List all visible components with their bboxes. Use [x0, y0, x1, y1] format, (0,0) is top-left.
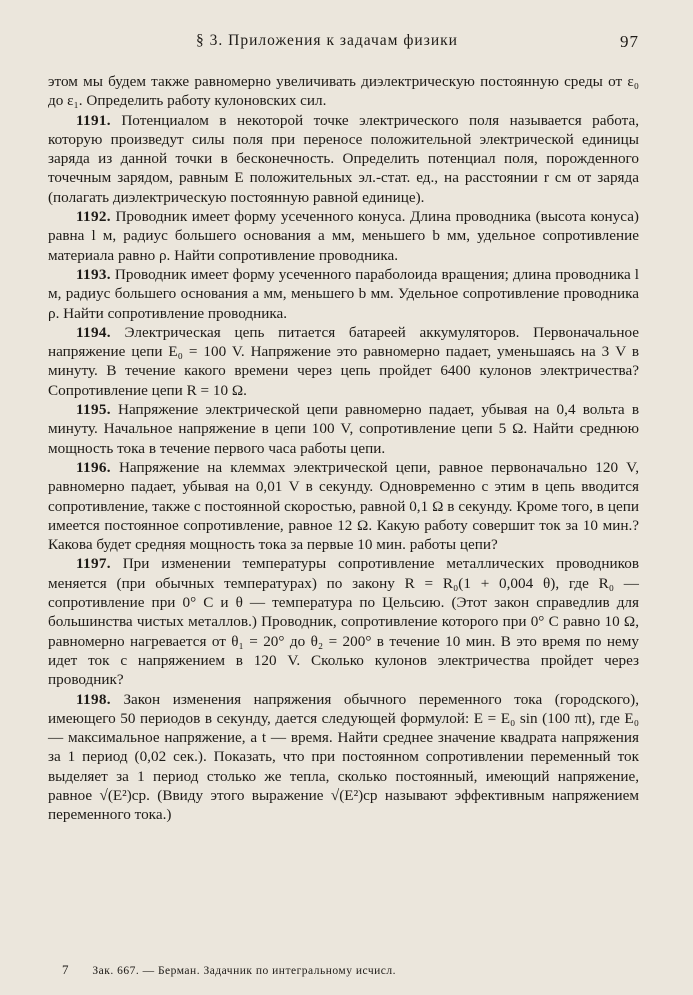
problem-number: 1198. [76, 690, 111, 708]
problem-number: 1193. [76, 265, 111, 283]
problem-1193 [48, 265, 639, 323]
problem-number: 1195. [76, 401, 111, 419]
problem-1196 [48, 458, 639, 554]
page-number: 97 [620, 32, 639, 51]
problem-number: 1196. [76, 458, 111, 476]
paragraph-text: этом мы будем также равномерно увеличивать диэлектрическую постоянную среды от ε₀ до ε₁. Определить работу кулоновских сил. [48, 73, 639, 110]
problem-number: 1191. [76, 111, 111, 129]
problem-text: Электрическая цепь питается батареей аккумуляторов. Первоначальное напряжение цепи E₀ = 100 V. Напряжение это равномерно падает, уменьшаясь на 3 V в минуту. В течение какого времени через цепь пройдет 6400 кулонов электричества? Сопротивление цепи R = 10 Ω. [48, 323, 640, 399]
problem-number: 1192. [76, 208, 111, 226]
problem-text: Напряжение электрической цепи равномерно падает, убывая на 0,4 вольта в минуту. Начальное напряжение в цепи 100 V, сопротивление цепи 5 Ω. Найти среднюю мощность тока в течение первого часа работы цепи. [48, 401, 640, 457]
problem-1195 [48, 400, 639, 458]
paragraph-continuation [48, 72, 639, 111]
problem-text: Проводник имеет форму усеченного конуса. Длина проводника (высота конуса) равна l м, радиус большего основания a мм, меньшего b мм, удельное сопротивление материала равно ρ. Найти сопротивление проводника. [48, 208, 639, 264]
problem-1198 [48, 690, 639, 825]
problem-1194 [48, 323, 639, 400]
page-footer [62, 962, 396, 978]
problem-number: 1197. [76, 555, 111, 573]
problem-1192 [48, 207, 639, 265]
running-head: § 3. Приложения к задачам физики [196, 32, 458, 49]
page-body [48, 72, 639, 825]
problem-text: При изменении температуры сопротивление металлических проводников меняется (при обычных температурах) по закону R = R₀(1 + 0,004 θ), где R₀ — сопротивление при 0° C и θ — температура по Цельсию. (Этот закон справедлив для большинства чистых металлов.) Проводник, сопротивление которого при 0° C равно 10 Ω, равномерно нагревается от θ₁ = 20° до θ₂ = 200° в течение 10 мин. В это время по нему идет ток с напряжением в 120 V. Сколько кулонов электричества пройдет через проводник? [48, 555, 639, 689]
problem-text: Напряжение на клеммах электрической цепи, равное первоначально 120 V, равномерно падает, убывая на 0,01 V в секунду. Одновременно с этим в цепь вводится сопротивление, также с постоянной скоростью, равной 0,1 Ω в секунду. Кроме того, в цепи имеется постоянное сопротивление, равное 12 Ω. Какую работу совершит ток за 10 мин.? Какова будет средняя мощность тока за первые 10 мин. работы цепи? [48, 458, 639, 554]
problem-text: Проводник имеет форму усеченного параболоида вращения; длина проводника l м, радиус большего основания a мм, меньшего b мм. Удельное сопротивление проводника ρ. Найти сопротивление проводника. [48, 265, 639, 322]
imprint-line: Зак. 667. — Берман. Задачник по интегральному исчисл. [92, 965, 397, 977]
problem-1197 [48, 554, 639, 689]
problem-number: 1194. [76, 323, 111, 341]
page-header [48, 30, 639, 52]
problem-1191 [48, 111, 639, 207]
problem-text: Потенциалом в некоторой точке электрического поля называется работа, которую произведут силы поля при переносе положительной электрической единицы заряда из данной точки в бесконечность. Определить потенциал поля, порожденного точечным зарядом, равным E положительных эл.-стат. ед., на расстоянии r см от заряда (полагать диэлектрическую постоянную равной единице). [48, 111, 639, 206]
problem-text: Закон изменения напряжения обычного переменного тока (городского), имеющего 50 периодов в секунду, дается следующей формулой: E = E₀ sin (100 πt), где E₀ — максимальное напряжение, a t — время. Найти среднее значение квадрата напряжения за 1 период (0,02 сек.). Показать, что при постоянном сопротивлении переменный ток выделяет за 1 период столько же тепла, сколько постоянный, имеющий напряжение, равное √(E²)ср. (Ввиду этого выражение √(E²)ср называют эффективным напряжением переменного тока.) [48, 690, 639, 824]
signature-mark: 7 [62, 962, 69, 977]
